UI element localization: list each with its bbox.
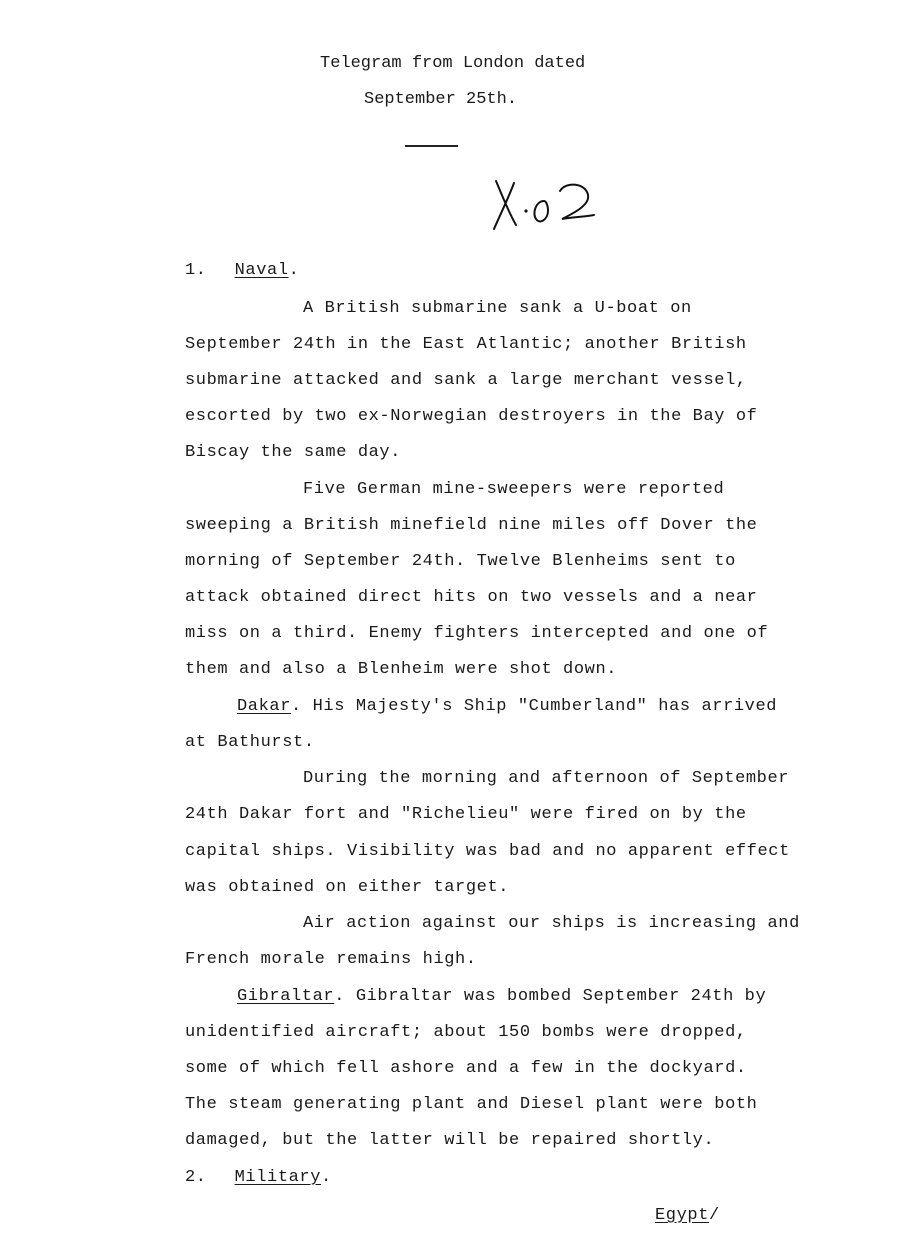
heading-line-2: September 25th. xyxy=(364,90,518,109)
subsection-title: Gibraltar xyxy=(237,987,335,1006)
body-line: Biscay the same day. xyxy=(185,443,402,462)
handwritten-reference-svg xyxy=(490,175,600,235)
catchword-mark: / xyxy=(709,1206,720,1225)
body-line: During the morning and afternoon of September xyxy=(303,769,790,788)
body-line: The steam generating plant and Diesel plant were both xyxy=(185,1095,758,1114)
body-line: some of which fell ashore and a few in the dockyard. xyxy=(185,1059,747,1078)
body-line: French morale remains high. xyxy=(185,950,477,969)
subsection-text: . His Majesty's Ship "Cumberland" has arrived xyxy=(291,697,778,716)
body-line: was obtained on either target. xyxy=(185,878,510,897)
subsection-text: . Gibraltar was bombed September 24th by xyxy=(334,987,767,1006)
body-line: escorted by two ex-Norwegian destroyers in the Bay of xyxy=(185,407,758,426)
heading-divider xyxy=(405,145,458,147)
body-line: A British submarine sank a U-boat on xyxy=(303,299,692,318)
section-heading-naval xyxy=(185,261,299,280)
subsection-line-gibraltar xyxy=(237,987,766,1006)
body-line: capital ships. Visibility was bad and no apparent effect xyxy=(185,842,790,861)
body-line: unidentified aircraft; about 150 bombs were dropped, xyxy=(185,1023,747,1042)
section-title-punct: . xyxy=(288,261,300,280)
catchword xyxy=(655,1206,720,1225)
body-line: submarine attacked and sank a large merchant vessel, xyxy=(185,371,747,390)
body-line: attack obtained direct hits on two vessels and a near xyxy=(185,588,758,607)
subsection-title: Dakar xyxy=(237,697,292,716)
handwritten-reference-mark xyxy=(490,175,600,241)
body-line: 24th Dakar fort and "Richelieu" were fired on by the xyxy=(185,805,747,824)
body-line: sweeping a British minefield nine miles off Dover the xyxy=(185,516,758,535)
body-line: them and also a Blenheim were shot down. xyxy=(185,660,618,679)
subsection-line-dakar xyxy=(237,697,777,716)
body-line: at Bathurst. xyxy=(185,733,315,752)
body-line: September 24th in the East Atlantic; another British xyxy=(185,335,747,354)
catchword-text: Egypt xyxy=(655,1206,710,1225)
body-line: morning of September 24th. Twelve Blenheims sent to xyxy=(185,552,736,571)
section-title: Naval xyxy=(234,261,289,280)
section-number: 2. xyxy=(185,1168,207,1187)
section-number: 1. xyxy=(185,261,207,280)
body-line: Air action against our ships is increasing and xyxy=(303,914,800,933)
body-line: damaged, but the latter will be repaired shortly. xyxy=(185,1131,715,1150)
body-line: Five German mine-sweepers were reported xyxy=(303,480,725,499)
body-line: miss on a third. Enemy fighters intercepted and one of xyxy=(185,624,769,643)
section-title: Military xyxy=(234,1168,322,1187)
section-heading-military xyxy=(185,1168,332,1187)
section-title-punct: . xyxy=(321,1168,332,1187)
heading-line-1: Telegram from London dated xyxy=(320,54,586,73)
